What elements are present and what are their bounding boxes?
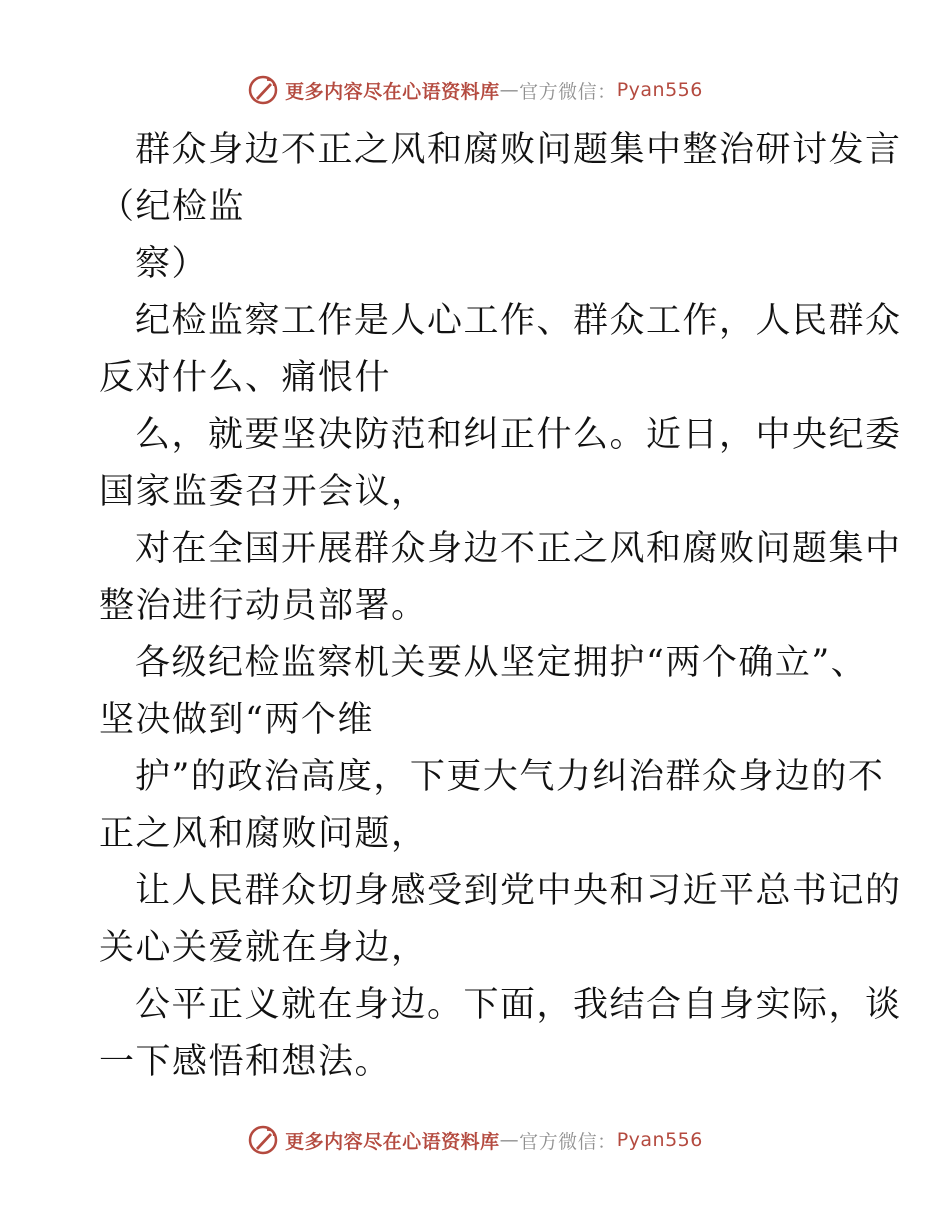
watermark-contact-id: Pyan556 <box>616 1129 703 1151</box>
watermark-contact-label: 官方微信： <box>519 80 617 103</box>
quill-logo-icon <box>247 74 279 106</box>
paragraph <box>99 236 859 293</box>
watermark-brand: 更多内容尽在心语资料库 <box>285 80 500 103</box>
watermark-dash: — <box>499 79 520 101</box>
paragraph-title <box>99 122 902 236</box>
paragraph <box>99 749 885 863</box>
paragraph <box>99 521 902 635</box>
text-line: 坚决做到“两个维 <box>99 700 374 740</box>
text-line: 么，就要坚决防范和纠正什么。近日，中央纪委 <box>135 415 902 455</box>
text-line: 察） <box>135 244 209 284</box>
paragraph <box>99 635 868 749</box>
paragraph <box>99 407 902 521</box>
watermark-dash: — <box>499 1129 520 1151</box>
quill-logo-icon <box>247 1124 279 1156</box>
text-line: 群众身边不正之风和腐败问题集中整治研讨发言 <box>135 130 902 170</box>
watermark-contact-id: Pyan556 <box>616 79 703 101</box>
text-line: 关心关爱就在身边， <box>99 928 428 968</box>
text-line: 反对什么、痛恨什 <box>99 358 392 398</box>
text-line: 对在全国开展群众身边不正之风和腐败问题集中 <box>135 529 902 569</box>
text-line: 正之风和腐败问题， <box>99 814 428 854</box>
watermark-contact-label: 官方微信： <box>519 1130 617 1153</box>
text-line: 一下感悟和想法。 <box>99 1042 392 1082</box>
text-line: 让人民群众切身感受到党中央和习近平总书记的 <box>135 871 902 911</box>
footer-watermark <box>0 1124 950 1156</box>
paragraph <box>99 863 902 977</box>
watermark-brand: 更多内容尽在心语资料库 <box>285 1130 500 1153</box>
text-line: 国家监委召开会议， <box>99 472 428 512</box>
paragraph <box>99 977 902 1091</box>
paragraph <box>99 293 902 407</box>
text-line: 护”的政治高度，下更大气力纠治群众身边的不 <box>135 757 885 797</box>
text-line: 公平正义就在身边。下面，我结合自身实际，谈 <box>135 985 902 1025</box>
text-line: （纪检监 <box>99 187 246 227</box>
header-watermark <box>0 74 950 106</box>
text-line: 整治进行动员部署。 <box>99 586 428 626</box>
text-line: 纪检监察工作是人心工作、群众工作，人民群众 <box>135 301 902 341</box>
text-line: 各级纪检监察机关要从坚定拥护“两个确立”、 <box>135 643 868 683</box>
document-body <box>99 122 902 1091</box>
